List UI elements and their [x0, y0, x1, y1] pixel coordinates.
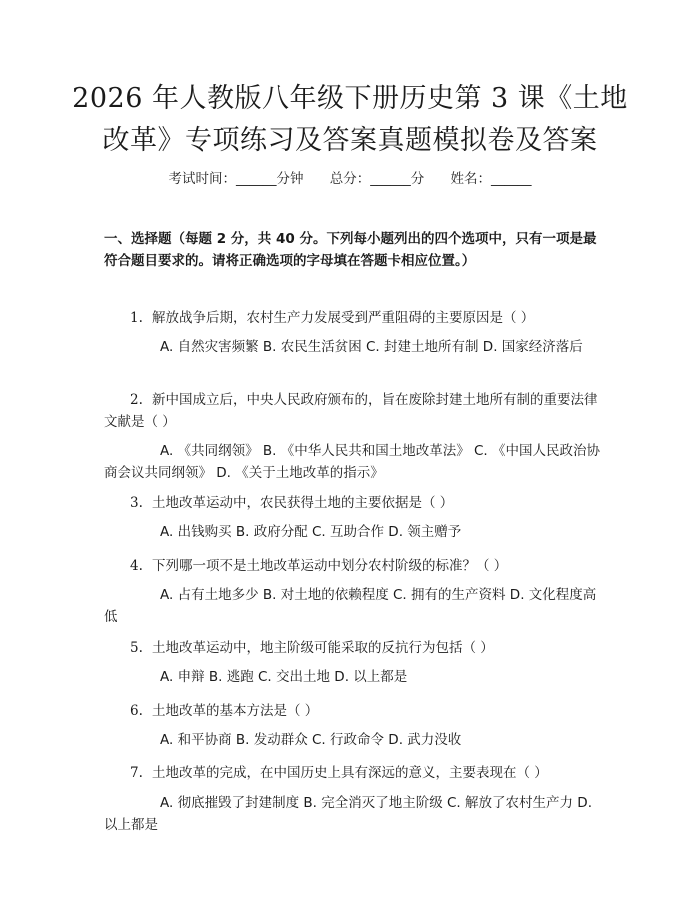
question-4: [104, 555, 602, 577]
question-text: 土地改革的完成，在中国历史上具有深远的意义，主要表现在（ ）: [152, 765, 548, 781]
question-number: 2.: [130, 392, 143, 408]
question-1-options: A. 自然灾害频繁 B. 农民生活贫困 C. 封建土地所有制 D. 国家经济落后: [160, 339, 583, 355]
question-text: 土地改革运动中，地主阶级可能采取的反抗行为包括（ ）: [152, 640, 494, 656]
question-text: 下列哪一项不是土地改革运动中划分农村阶级的标准？（ ）: [152, 558, 508, 574]
exam-info-line: [0, 169, 700, 189]
document-title: 2026 年人教版八年级下册历史第 3 课《土地改革》专项练习及答案真题模拟卷及答案: [72, 83, 628, 156]
section-heading: 一、选择题（每题 2 分，共 40 分。下列每小题列出的四个选项中，只有一项是最符合题目要求的。请将正确选项的字母填在答题卡相应位置。）: [104, 231, 597, 269]
question-number: 5.: [130, 640, 143, 656]
question-2: [104, 389, 602, 433]
question-number: 1.: [130, 310, 143, 326]
question-1: [104, 307, 602, 329]
question-7: [104, 762, 602, 784]
question-4-options: A. 占有土地多少 B. 对土地的依赖程度 C. 拥有的生产资料 D. 文化程度高低: [104, 587, 597, 625]
question-2-options: A. 《共同纲领》 B. 《中华人民共和国土地改革法》 C. 《中国人民政治协商会议共同纲领》 D. 《关于土地改革的指示》: [104, 443, 601, 481]
question-text: 土地改革的基本方法是（ ）: [152, 703, 319, 719]
question-6: [104, 700, 602, 722]
question-6-options: A. 和平协商 B. 发动群众 C. 行政命令 D. 武力没收: [160, 732, 462, 748]
question-7-options: A. 彻底摧毁了封建制度 B. 完全消灭了地主阶级 C. 解放了农村生产力 D. 以上都是: [104, 795, 592, 833]
question-3-options: A. 出钱购买 B. 政府分配 C. 互助合作 D. 领主赠予: [160, 524, 462, 540]
question-5-options: A. 申辩 B. 逃跑 C. 交出土地 D. 以上都是: [160, 669, 408, 685]
question-number: 4.: [130, 558, 143, 574]
question-number: 6.: [130, 703, 143, 719]
student-name-field: 姓名：______: [450, 171, 532, 187]
question-5: [104, 637, 602, 659]
question-3: [104, 492, 602, 514]
question-text: 解放战争后期，农村生产力发展受到严重阻碍的主要原因是（ ）: [152, 310, 535, 326]
exam-time-field: 考试时间：______分钟: [168, 171, 304, 187]
question-text: 新中国成立后，中央人民政府颁布的，旨在废除封建土地所有制的重要法律文献是（ ）: [104, 392, 598, 430]
question-number: 3.: [130, 495, 143, 511]
question-text: 土地改革运动中，农民获得土地的主要依据是（ ）: [152, 495, 454, 511]
total-score-field: 总分：______分: [329, 171, 425, 187]
question-number: 7.: [130, 765, 143, 781]
